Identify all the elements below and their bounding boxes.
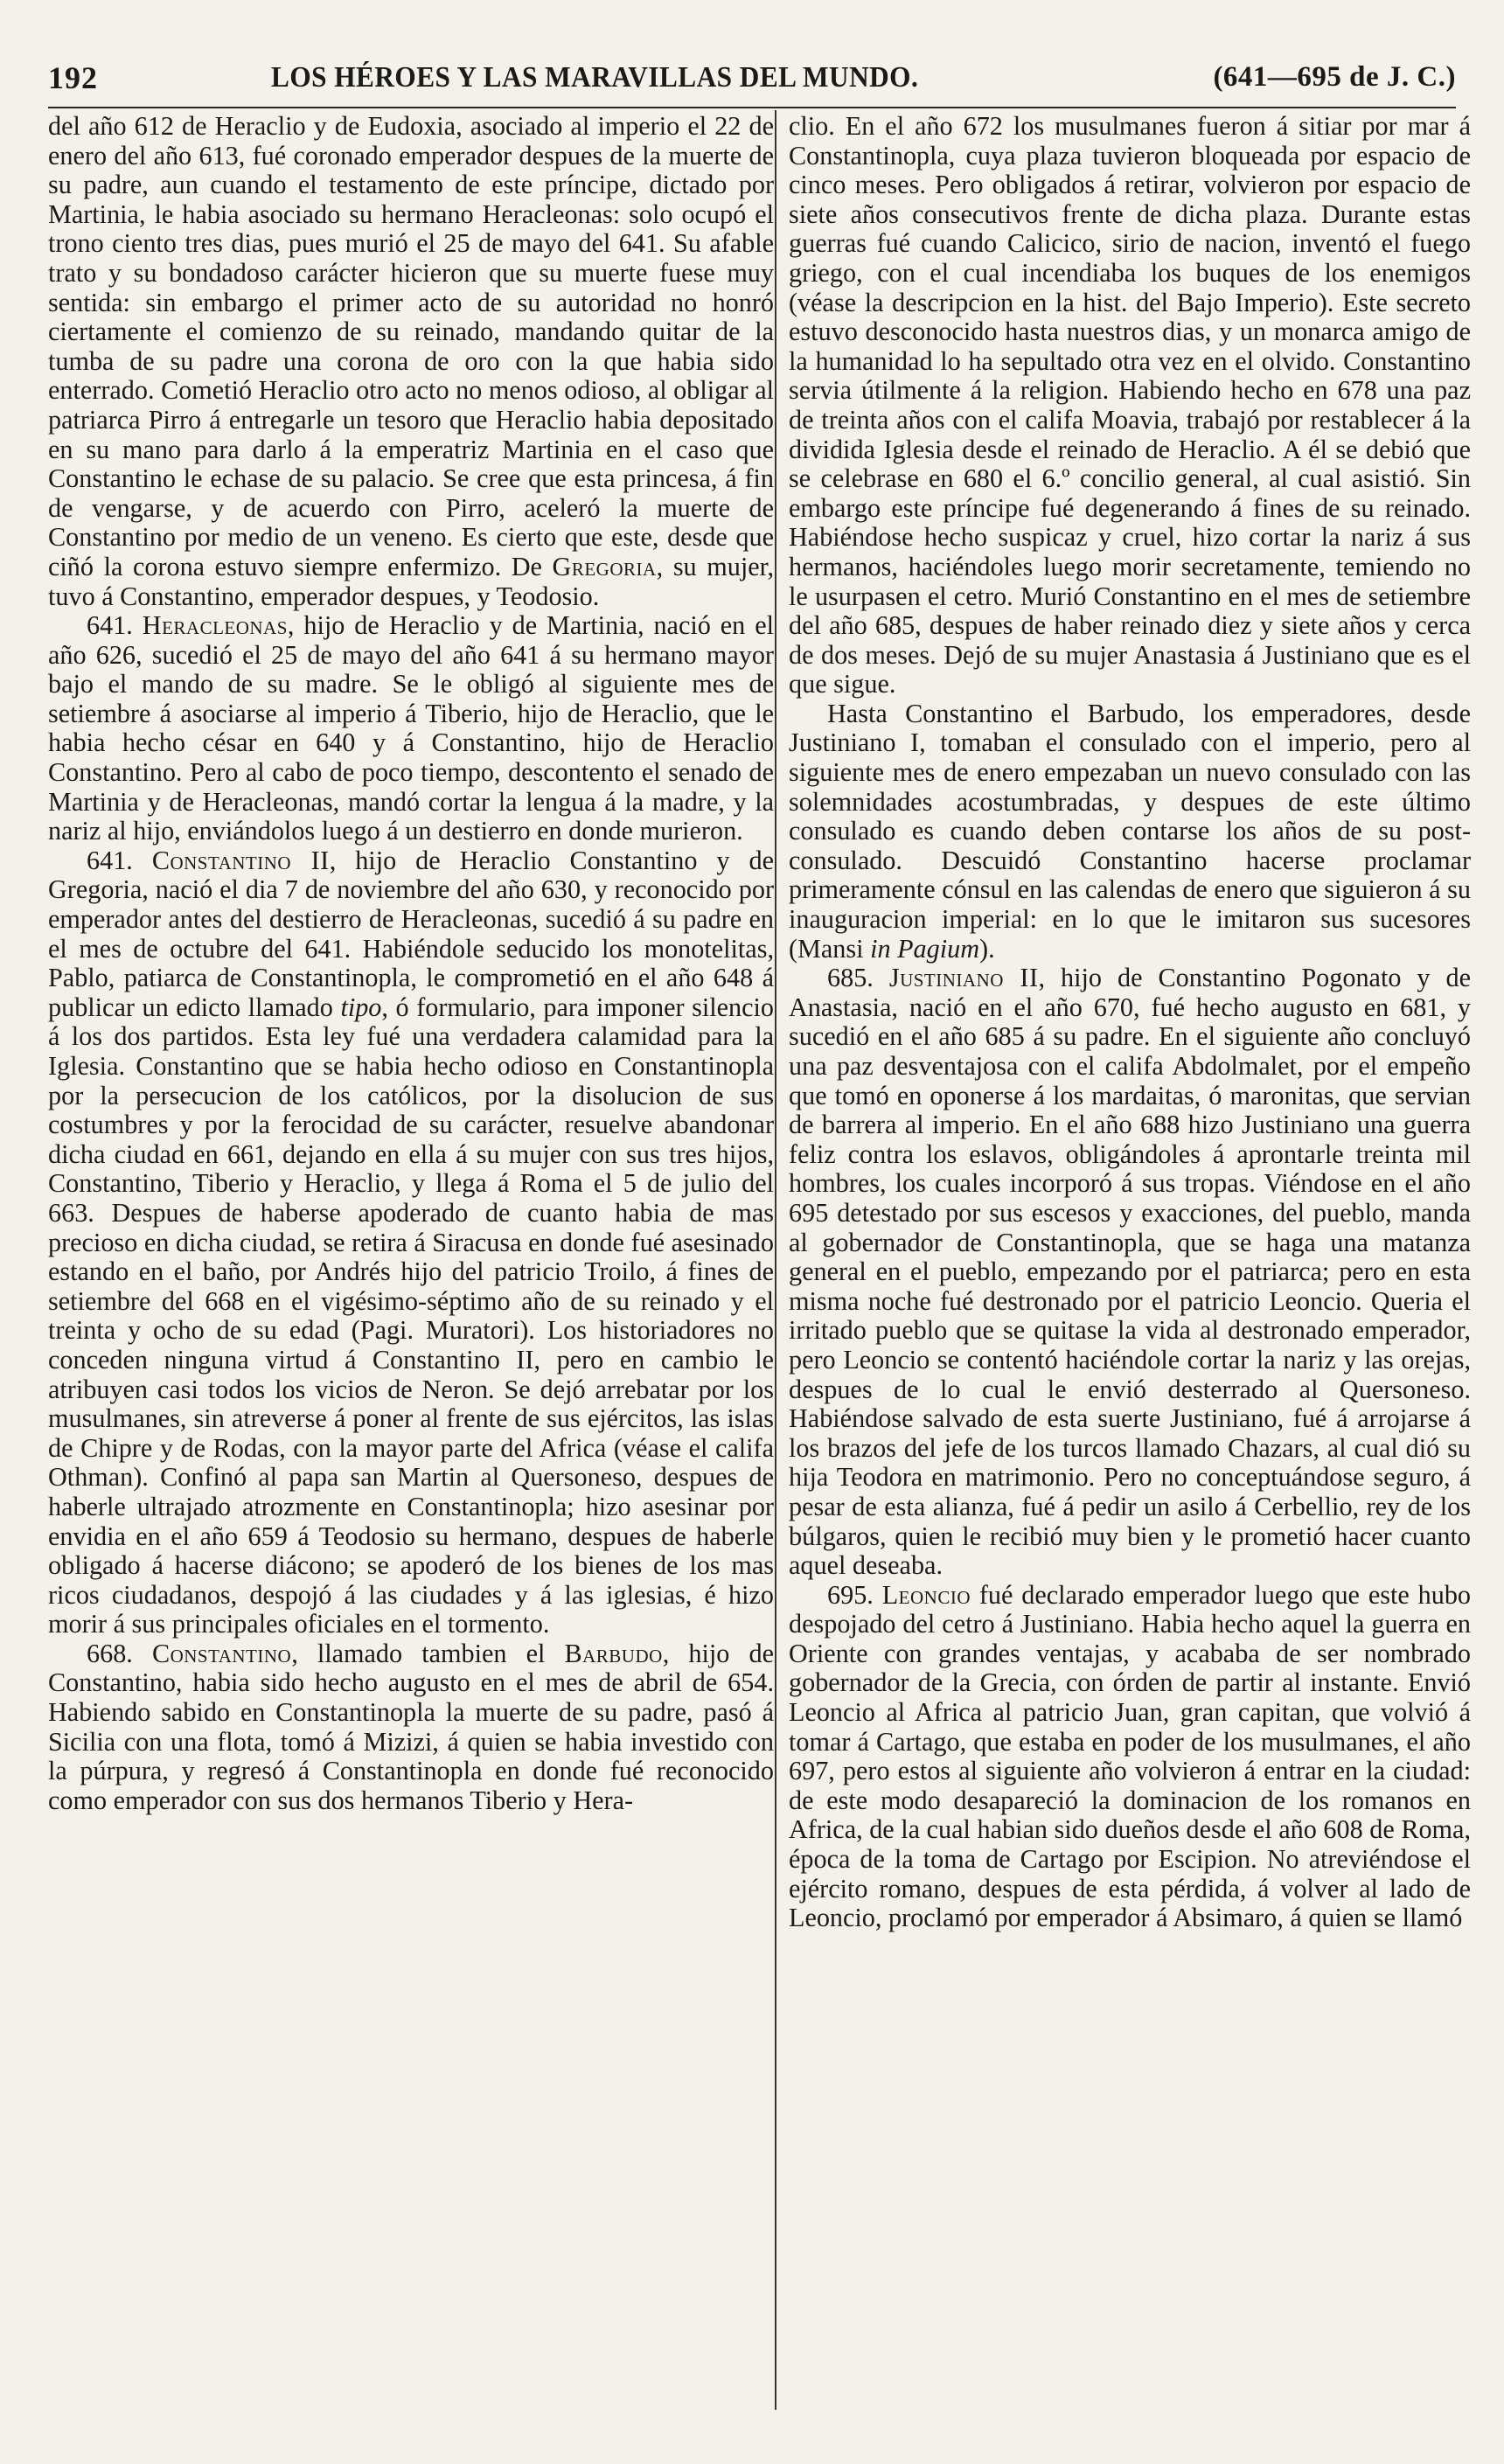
page-header <box>48 54 1456 103</box>
entry-justiniano-ii <box>789 964 1471 1580</box>
italic-term: tipo <box>340 992 382 1022</box>
paragraph <box>789 112 1471 700</box>
paragraph-text: clio. En el año 672 los musulmanes fueron á sitiar por mar á Constantinopla, cuya plaza tuvieron bloqueada por espacio de cinco meses. Pero obligados á retirar, volvieron por espacio de siete años consecutivos frente de dicha plaza. Durante estas guerras fué cuando Calicico, sirio de nacion, inventó el fuego griego, con el cual incendiaba los buques de los enemigos (véase la descripcion en la hist. del Bajo Imperio). Este secreto estuvo desconocido hasta nuestros dias, y un monarca amigo de la humanidad lo ha sepultado otra vez en el olvido. Constantino servia útilmente á la religion. Habiendo hecho en 678 una paz de treinta años con el califa Moavia, trabajó por restablecer á la dividida Iglesia desde el reinado de Heraclio. A él se debió que se celebrase en 680 el 6.º concilio general, al cual asistió. Sin embargo este príncipe fué degenerando á fines de su reinado. Habiéndose hecho suspicaz y cruel, hizo cortar la nariz á sus hermanos, haciéndoles luego morir secretamente, temiendo no le usurpasen el cetro. Murió Constantino en el mes de setiembre del año 685, despues de haber reinado diez y siete años y cerca de dos meses. Dejó de su mujer Anastasia á Justiniano que es el que sigue. <box>789 112 1471 700</box>
entry-constantino-barbudo <box>48 1639 774 1816</box>
entry-number: 668. <box>87 1638 133 1668</box>
paragraph-text: Hasta Constantino el Barbudo, los emperadores, desde Justiniano I, tomaban el consulado con el imperio, pero al siguiente mes de enero empezaban un nuevo consulado con las solemnidades acostumbradas, y despues de este último consulado es cuando deben contarse los años de su post-consulado. Descuidó Constantino hacerse proclamar primeramente cónsul en las calendas de enero que siguieron á su inauguracion imperial: en lo que le imitaron sus sucesores (Mansi <box>789 698 1471 964</box>
paragraph-text: ). <box>979 933 995 964</box>
entry-text: , hijo de Heraclio Constantino y de Gregoria, nació el dia 7 de noviembre del año 630, y reconocido por emperador antes del destierro de Heracleonas, sucedió á su padre en el mes de octubre del 641. Habiéndole seducido los monotelitas, Pablo, patiarca de Constantinopla, le comprometió en el año 648 á publicar un edicto llamado <box>48 845 774 1022</box>
entry-text: , ó formulario, para imponer silencio á los dos partidos. Esta ley fué una verdadera calamidad para la Iglesia. Constantino que se habia hecho odioso en Constantinopla por la persecucion de los católicos, por la disolucion de sus costumbres y por la ferocidad de su carácter, resuelve abandonar dicha ciudad en 661, dejando en ella á su mujer con sus tres hijos, Constantino, Tiberio y Heraclio, y llega á Roma el 5 de julio del 663. Despues de haberse apoderado de cuanto habia de mas precioso en dicha ciudad, se retira á Siracusa en donde fué asesinado estando en el baño, por Andrés hijo del patricio Troilo, á fines de setiembre del 668 en el vigésimo-séptimo año de su reinado y el treinta y ocho de su edad (Pagi. Muratori). Los historiadores no conceden ninguna virtud á Constantino II, pero en cambio le atribuyen casi todos los vicios de Neron. Se dejó arrebatar por los musulmanes, sin atreverse á poner al frente de sus ejércitos, las islas de Chipre y de Rodas, con la mayor parte del Africa (véase el califa Othman). Confinó al papa san Martin al Quersoneso, despues de haberle ultrajado atrozmente en Constantinopla; hizo asesinar por envidia en el año 659 á Teodosio su hermano, despues de haberle obligado á hacerse diácono; se apoderó de los bienes de los mas ricos ciudadanos, despojó á las ciudades y á las iglesias, é hizo morir á sus principales oficiales en el tormento. <box>48 992 774 1639</box>
date-range: (641—695 de J. C.) <box>1213 61 1456 93</box>
entry-heracleonas <box>48 611 774 846</box>
page-number: 192 <box>48 60 98 95</box>
entry-text: fué declarado emperador luego que este hubo despojado del cetro á Justiniano. Habia hecho aquel la guerra en Oriente con grandes ventajas, y acababa de ser nombrado gobernador de la Grecia, con órden de partir al instante. Envió Leoncio al Africa al patricio Juan, gran capitan, que volvió á tomar á Cartago, que estaba en poder de los musulmanes, el año 697, pero estos al siguiente año volvieron á entrar en la ciudad: de este modo desapareció la dominacion de los romanos en Africa, de la cual habian sido dueños desde el año 608 de Roma, época de la toma de Cartago por Escipion. No atreviéndose el ejército romano, despues de esta pérdida, á volver al lado de Leoncio, proclamó por emperador á Absimaro, á quien se llamó <box>789 1579 1471 1933</box>
entry-number: 685. <box>827 963 874 993</box>
column-divider <box>775 110 776 2410</box>
entry-name: Leoncio <box>881 1579 971 1610</box>
left-column <box>48 112 774 2407</box>
paragraph-text: , su mujer, tuvo á Constantino, emperador despues, y Teodosio. <box>48 551 774 611</box>
entry-text: , llamado tambien el <box>291 1638 546 1668</box>
italic-citation: in Pagium <box>870 933 980 964</box>
paragraph-text: del año 612 de Heraclio y de Eudoxia, asociado al imperio el 22 de enero del año 613, fué coronado emperador despues de la muerte de su padre, aun cuando el testamento de este príncipe, dictado por Martinia, le habia asociado su hermano Heracleonas: solo ocupó el trono ciento tres dias, pues murió el 25 de mayo del 641. Su afable trato y su bondadoso carácter hicieron que su muerte fuese muy sentida: sin embargo el primer acto de su autoridad no honró ciertamente el comienzo de su reinado, mandando quitar de la tumba de su padre una corona de oro con la que habia sido enterrado. Cometió Heraclio otro acto no menos odioso, al obligar al patriarca Pirro á entregarle un tesoro que Heraclio habia depositado en su mano para darlo á la emperatriz Martinia en el caso que Constantino le echase de su palacio. Se cree que esta princesa, á fin de vengarse, y de acuerdo con Pirro, aceleró la muerte de Constantino por medio de un veneno. Es cierto que este, desde que ciñó la corona estuvo siempre enfermizo. De <box>48 112 774 581</box>
entry-name: Constantino II <box>151 845 330 875</box>
entry-name: Constantino <box>151 1638 292 1668</box>
entry-constantino-ii <box>48 846 774 1639</box>
running-title: LOS HÉROES Y LAS MARAVILLAS DEL MUNDO. <box>271 61 919 94</box>
right-column <box>789 112 1471 2407</box>
entry-number: 641. <box>87 845 133 875</box>
paragraph <box>48 112 774 611</box>
entry-text: , hijo de Constantino Pogonato y de Anastasia, nació en el año 670, fué hecho augusto en 681, y sucedió en el año 685 á su padre. En el siguiente año concluyó una paz desventajosa con el califa Abdolmalet, por el empeño que tomó en oponerse á los mardaitas, ó maronitas, que servian de barrera al imperio. En el año 688 hizo Justiniano una guerra feliz contra los eslavos, obligándoles á aprontarle treinta mil hombres, los cuales incorporó á sus tropas. Viéndose en el año 695 detestado por sus escesos y exacciones, del pueblo, manda al gobernador de Constantinopla, que se haga una matanza general en el pueblo, empezando por el patriarca; pero en esta misma noche fué destronado por el patricio Leoncio. Queria el irritado pueblo que se quitase la vida al destronado emperador, pero Leoncio se contentó haciéndole cortar la nariz y las orejas, despues de lo cual le envió desterrado al Quersoneso. Habiéndose salvado de esta suerte Justiniano, fué á arrojarse á los brazos del jefe de los turcos llamado Chazars, al cual dió su hija Teodora en matrimonio. Pero no conceptuándose seguro, á pesar de esta alianza, fué á pedir un asilo á Cerbellio, rey de los búlgaros, quien le recibió muy bien y le prometió hacer cuanto aquel deseaba. <box>789 963 1471 1581</box>
entry-leoncio <box>789 1581 1471 1933</box>
header-rule <box>48 107 1456 108</box>
entry-name: Justiniano II <box>888 963 1039 993</box>
entry-text: , hijo de Constantino, habia sido hecho augusto en el mes de abril de 654. Habiendo sabido en Constantinopla la muerte de su padre, pasó á Sicilia con una flota, tomó á Mizizi, á quien se habia investido con la púrpura, y regresó á Constantinopla en donde fué reconocido como emperador con sus dos hermanos Tiberio y Hera- <box>48 1638 774 1815</box>
paragraph <box>789 700 1471 964</box>
entry-name: Heracleonas <box>142 610 288 641</box>
entry-text: , hijo de Heraclio y de Martinia, nació en el año 626, sucedió el 25 de mayo del año 641 á su hermano mayor bajo el mando de su madre. Se le obligó al siguiente mes de setiembre á asociarse al imperio á Tiberio, hijo de Heraclio, que le habia hecho césar en 640 y á Constantino, hijo de Heraclio Constantino. Pero al cabo de poco tiempo, descontento el senado de Martinia y de Heracleonas, mandó cortar la lengua á la madre, y la nariz al hijo, enviándolos luego á un destierro en donde murieron. <box>48 610 774 846</box>
entry-name: Barbudo <box>564 1638 663 1668</box>
entry-number: 641. <box>87 610 133 641</box>
person-name: Gregoria <box>552 551 657 581</box>
entry-number: 695. <box>827 1579 874 1610</box>
